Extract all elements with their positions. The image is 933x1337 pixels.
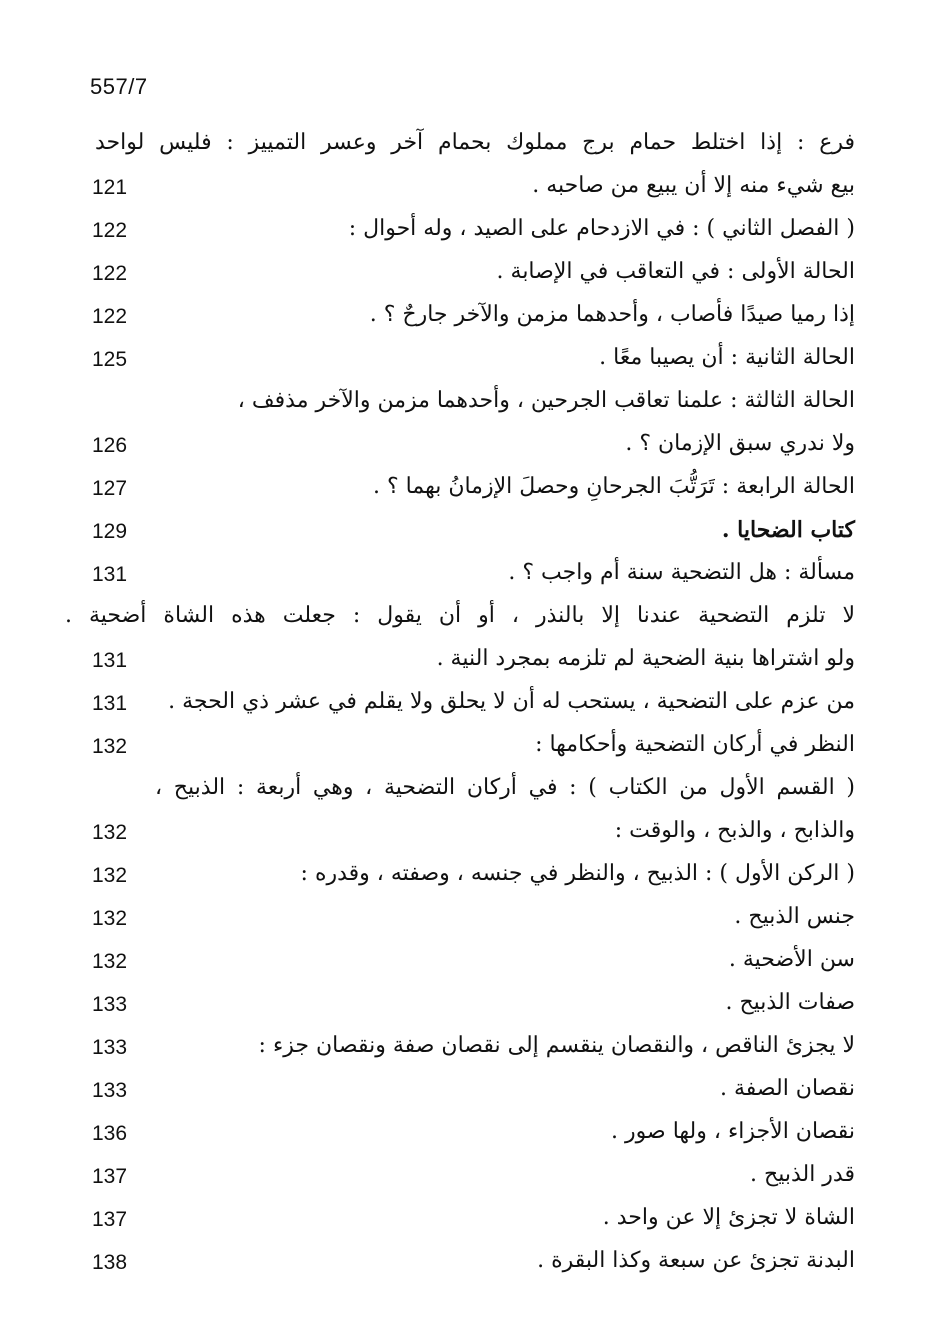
index-entry: [0, 638, 933, 681]
entry-page-number: 132: [92, 907, 128, 930]
entry-page-number: 122: [92, 305, 128, 328]
index-entry: [0, 208, 933, 251]
entry-text: نقصان الأجزاء ، ولها صور .: [611, 1119, 855, 1144]
entry-text: ولو اشتراها بنية الضحية لم تلزمه بمجرد النية .: [436, 646, 855, 671]
entry-page-number: 127: [92, 477, 128, 500]
entry-text: لا يجزئ الناقص ، والنقصان ينقسم إلى نقصان صفة ونقصان جزء :: [258, 1033, 855, 1058]
index-entry: [0, 165, 933, 208]
index-entry: [0, 337, 933, 380]
entry-text: النظر في أركان التضحية وأحكامها :: [535, 732, 855, 757]
entry-text: ( الركن الأول ) : الذبيح ، والنظر في جنسه ، وصفته ، وقدره :: [300, 861, 855, 886]
entry-page-number: 129: [92, 520, 128, 543]
entry-text: جنس الذبيح .: [734, 904, 855, 929]
index-entry: [0, 939, 933, 982]
entry-text: من عزم على التضحية ، يستحب له أن لا يحلق ولا يقلم في عشر ذي الحجة .: [168, 689, 855, 714]
entry-page-number: 125: [92, 348, 128, 371]
index-entry: [0, 466, 933, 509]
index-entry: [0, 423, 933, 466]
index-entry: [0, 853, 933, 896]
entry-page-number: 137: [92, 1208, 128, 1231]
entry-text: الحالة الأولى : في التعاقب في الإصابة .: [496, 259, 855, 284]
entry-text: مسألة : هل التضحية سنة أم واجب ؟ .: [508, 560, 855, 585]
index-entry: [0, 1197, 933, 1240]
index-entry: [0, 767, 933, 810]
index-entry: [0, 1154, 933, 1197]
index-entry: [0, 552, 933, 595]
entry-text: كتاب الضحايا .: [721, 517, 855, 543]
index-entry: [0, 982, 933, 1025]
entry-text: إذا رميا صيدًا فأصاب ، وأحدهما مزمن والآخر جارحٌ ؟ .: [369, 302, 855, 327]
entry-text: ( القسم الأول من الكتاب ) : في أركان التضحية ، وهي أربعة : الذبيح ،: [155, 775, 855, 800]
entry-page-number: 132: [92, 864, 128, 887]
entry-text: الحالة الثالثة : علمنا تعاقب الجرحين ، وأحدهما مزمن والآخر مذفف ،: [237, 388, 855, 413]
entry-page-number: 133: [92, 1036, 128, 1059]
entry-page-number: 131: [92, 649, 128, 672]
page-number: 557/7: [90, 74, 148, 99]
entry-page-number: 138: [92, 1251, 128, 1274]
entry-text: سن الأضحية .: [728, 947, 855, 972]
entry-text: الشاة لا تجزئ إلا عن واحد .: [602, 1205, 855, 1230]
entry-text: الحالة الرابعة : تَرَتُّبَ الجرحانِ وحصلَ الإزمانُ بهما ؟ .: [372, 474, 855, 499]
index-entry: [0, 251, 933, 294]
index-entry: [0, 294, 933, 337]
entry-page-number: 131: [92, 563, 128, 586]
index-entry: [0, 1068, 933, 1111]
entry-page-number: 133: [92, 993, 128, 1016]
index-entry: [0, 681, 933, 724]
index-entry: [0, 1111, 933, 1154]
index-entry: [0, 380, 933, 423]
entry-page-number: 121: [92, 176, 128, 199]
entry-page-number: 126: [92, 434, 128, 457]
entry-page-number: 122: [92, 219, 128, 242]
index-entry: [0, 724, 933, 767]
entry-text: فرع : إذا اختلط حمام برج مملوك بحمام آخر وعسر التمييز : فليس لواحد: [95, 130, 855, 155]
entry-page-number: 132: [92, 950, 128, 973]
entry-page-number: 132: [92, 735, 128, 758]
index-entry: [0, 1025, 933, 1068]
index-entry: [0, 122, 933, 165]
index-entry: [0, 509, 933, 552]
index-entry: [0, 810, 933, 853]
entry-text: البدنة تجزئ عن سبعة وكذا البقرة .: [537, 1248, 855, 1273]
entry-page-number: 136: [92, 1122, 128, 1145]
entry-text: ( الفصل الثاني ) : في الازدحام على الصيد ، وله أحوال :: [348, 216, 855, 241]
entry-page-number: 133: [92, 1079, 128, 1102]
entry-page-number: 132: [92, 821, 128, 844]
index-entry: [0, 595, 933, 638]
entry-text: قدر الذبيح .: [750, 1162, 855, 1187]
entry-text: بيع شيء منه إلا أن يبيع من صاحبه .: [532, 173, 855, 198]
entry-text: والذابح ، والذبح ، والوقت :: [614, 818, 855, 843]
entry-text: نقصان الصفة .: [720, 1076, 855, 1101]
entry-page-number: 122: [92, 262, 128, 285]
entry-text: لا تلزم التضحية عندنا إلا بالنذر ، أو أن يقول : جعلت هذه الشاة أضحية .: [65, 603, 855, 628]
index-entry: [0, 1240, 933, 1283]
index-entry: [0, 896, 933, 939]
entry-text: ولا ندري سبق الإزمان ؟ .: [625, 431, 855, 456]
entry-page-number: 131: [92, 692, 128, 715]
entry-page-number: 137: [92, 1165, 128, 1188]
entry-text: الحالة الثانية : أن يصيبا معًا .: [599, 345, 855, 370]
entry-text: صفات الذبيح .: [725, 990, 855, 1015]
